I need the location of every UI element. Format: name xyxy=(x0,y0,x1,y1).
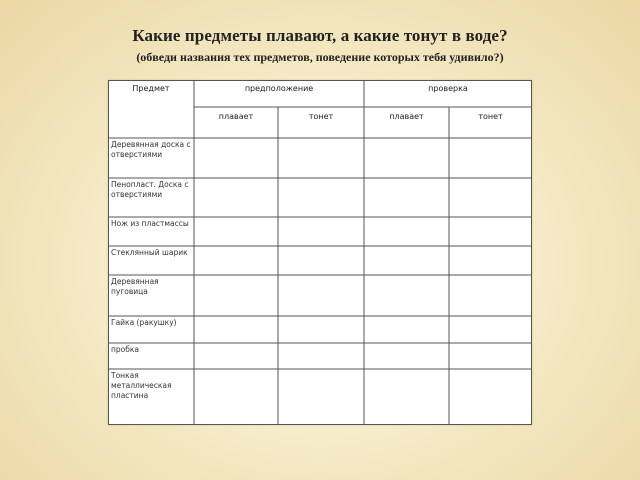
row-label-1: Деревянная доска с отверстиями xyxy=(111,140,191,159)
header-pred-floats: плавает xyxy=(218,112,254,121)
worksheet-table xyxy=(108,80,532,425)
header-prediction: предположение xyxy=(244,84,314,93)
header-item: Предмет xyxy=(132,84,170,93)
row-label-8: Тонкая металлическая пластина xyxy=(111,371,172,400)
row-label-4: Стеклянный шарик xyxy=(111,248,188,257)
header-pred-sinks: тонет xyxy=(308,112,334,121)
row-label-3: Нож из пластмассы xyxy=(111,219,189,228)
page-title: Какие предметы плавают, а какие тонут в воде? xyxy=(132,26,508,45)
row-label-2: Пенопласт. Доска с отверстиями xyxy=(111,180,189,199)
header-check-floats: плавает xyxy=(389,112,424,121)
header-check-sinks: тонет xyxy=(478,112,503,121)
row-label-5: Деревянная пуговица xyxy=(111,277,159,296)
header-check: проверка xyxy=(428,84,468,93)
page-subtitle: (обведи названия тех предметов, поведение которых тебя удивило?) xyxy=(136,50,504,64)
row-label-6: Гайка (ракушку) xyxy=(111,318,177,327)
row-label-7: пробка xyxy=(111,345,140,354)
